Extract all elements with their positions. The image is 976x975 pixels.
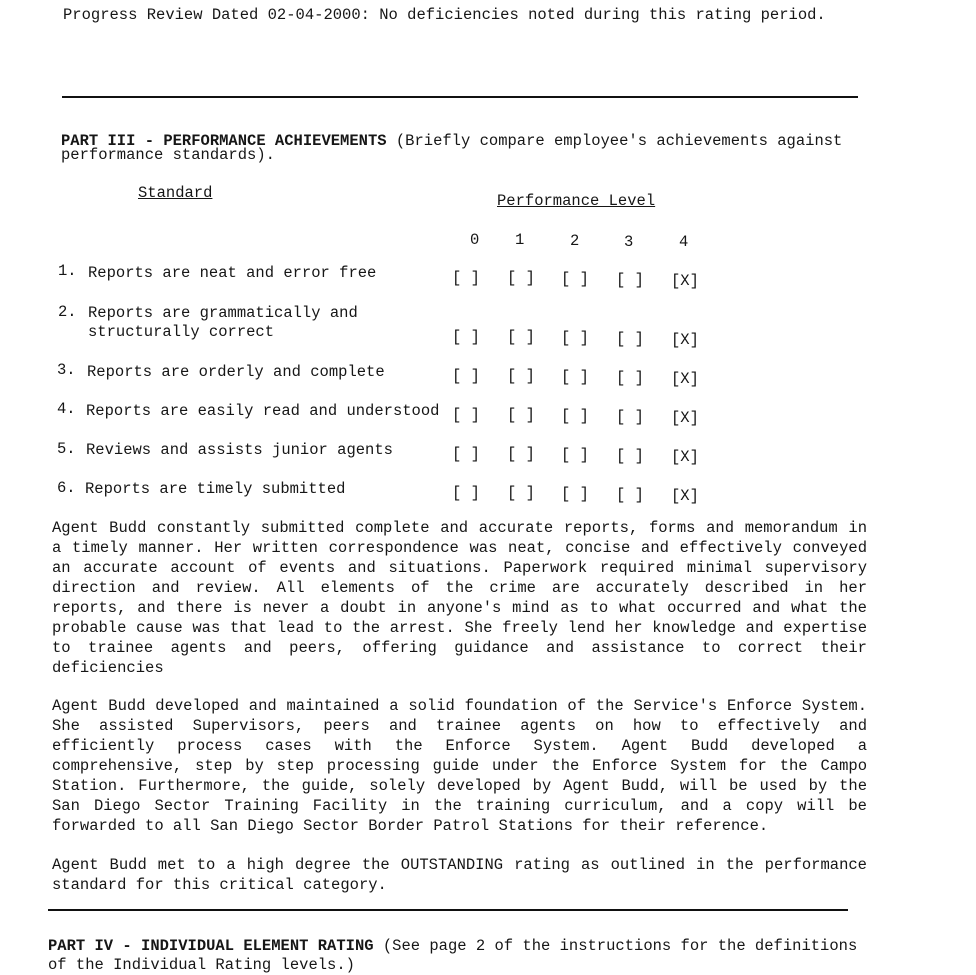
rating-checkbox-level-4: [X]	[671, 487, 699, 505]
part3-title: PART III - PERFORMANCE ACHIEVEMENTS	[61, 132, 387, 150]
level-0-label: 0	[470, 231, 480, 249]
rating-checkbox-level-2: [ ]	[561, 446, 589, 464]
rating-checkbox-level-4: [X]	[671, 409, 699, 427]
standard-text: Reports are neat and error free	[88, 264, 377, 282]
standard-text: Reports are easily read and understood	[86, 402, 440, 420]
rating-checkbox-level-3: [ ]	[616, 330, 644, 348]
rating-checkbox-level-0: [ ]	[452, 328, 480, 346]
standard-text: Reviews and assists junior agents	[86, 441, 393, 459]
rating-checkbox-level-4: [X]	[671, 331, 699, 349]
part4-header	[48, 936, 857, 956]
part4-subtitle-line1: (See page 2 of the instructions for the definitions	[382, 937, 858, 955]
rating-checkbox-level-0: [ ]	[452, 445, 480, 463]
section-divider-top	[62, 96, 858, 98]
rating-checkbox-level-0: [ ]	[452, 484, 480, 502]
rating-checkbox-level-3: [ ]	[616, 486, 644, 504]
standard-text-line-2: structurally correct	[88, 323, 275, 341]
part3-subtitle-line2: performance standards).	[61, 146, 275, 164]
rating-checkbox-level-1: [ ]	[507, 367, 535, 385]
standard-number: 2.	[58, 303, 77, 321]
standard-number: 5.	[57, 440, 76, 458]
standard-text: Reports are timely submitted	[85, 480, 346, 498]
level-4-label: 4	[679, 233, 689, 251]
rating-checkbox-level-4: [X]	[671, 448, 699, 466]
progress-review-line: Progress Review Dated 02-04-2000: No deficiencies noted during this rating period.	[63, 6, 826, 24]
rating-checkbox-level-2: [ ]	[561, 485, 589, 503]
rating-checkbox-level-1: [ ]	[507, 406, 535, 424]
narrative-paragraph-1: Agent Budd constantly submitted complete and accurate reports, forms and memorandum in a timely manner. Her written correspondence was neat, concise and effectively conveyed an accurate account of events and situations. Paperwork required minimal supervisory direction and review. All elements of the crime are accurately described in her reports, and there is never a doubt in anyone's mind as to what occurred and what the probable cause was that lead to the arrest. She freely lend her knowledge and expertise to trainee agents and peers, offering guidance and assistance to correct their deficiencies	[52, 519, 867, 677]
level-1-label: 1	[515, 231, 525, 249]
part4-title: PART IV - INDIVIDUAL ELEMENT RATING	[48, 937, 374, 955]
rating-checkbox-level-3: [ ]	[616, 271, 644, 289]
level-2-label: 2	[570, 232, 580, 250]
rating-checkbox-level-2: [ ]	[561, 407, 589, 425]
part3-subtitle-line1: (Briefly compare employee's achievements against	[395, 132, 843, 150]
standard-number: 3.	[57, 361, 76, 379]
section-divider-bottom	[48, 909, 848, 911]
rating-checkbox-level-3: [ ]	[616, 408, 644, 426]
standard-text: Reports are orderly and complete	[87, 363, 385, 381]
level-3-label: 3	[624, 233, 634, 251]
part4-subtitle-line2: of the Individual Rating levels.)	[48, 956, 355, 974]
rating-checkbox-level-1: [ ]	[507, 328, 535, 346]
narrative-paragraph-2: Agent Budd developed and maintained a solid foundation of the Service's Enforce System. She assisted Supervisors, peers and trainee agents on how to effectively and efficiently process cases with the Enforce System. Agent Budd developed a comprehensive, step by step processing guide under the Enforce System for the Campo Station. Furthermore, the guide, solely developed by Agent Budd, will be used by the San Diego Sector Training Facility in the training curriculum, and a copy will be forwarded to all San Diego Sector Border Patrol Stations for their reference.	[52, 697, 867, 835]
standard-column-header: Standard	[138, 184, 213, 202]
standard-number: 1.	[58, 262, 77, 280]
rating-checkbox-level-2: [ ]	[561, 329, 589, 347]
rating-checkbox-level-2: [ ]	[561, 368, 589, 386]
rating-checkbox-level-2: [ ]	[561, 270, 589, 288]
standard-number: 6.	[57, 479, 76, 497]
rating-checkbox-level-3: [ ]	[616, 447, 644, 465]
rating-checkbox-level-1: [ ]	[507, 445, 535, 463]
rating-checkbox-level-3: [ ]	[616, 369, 644, 387]
rating-checkbox-level-0: [ ]	[452, 367, 480, 385]
standard-number: 4.	[57, 400, 76, 418]
rating-checkbox-level-0: [ ]	[452, 406, 480, 424]
standard-text-line-1: Reports are grammatically and	[88, 304, 358, 322]
rating-checkbox-level-1: [ ]	[507, 484, 535, 502]
rating-checkbox-level-0: [ ]	[452, 269, 480, 287]
performance-level-header: Performance Level	[497, 192, 656, 210]
rating-checkbox-level-1: [ ]	[507, 269, 535, 287]
rating-checkbox-level-4: [X]	[671, 370, 699, 388]
narrative-paragraph-3: Agent Budd met to a high degree the OUTSTANDING rating as outlined in the performance standard for this critical category.	[52, 856, 867, 894]
rating-checkbox-level-4: [X]	[671, 272, 699, 290]
